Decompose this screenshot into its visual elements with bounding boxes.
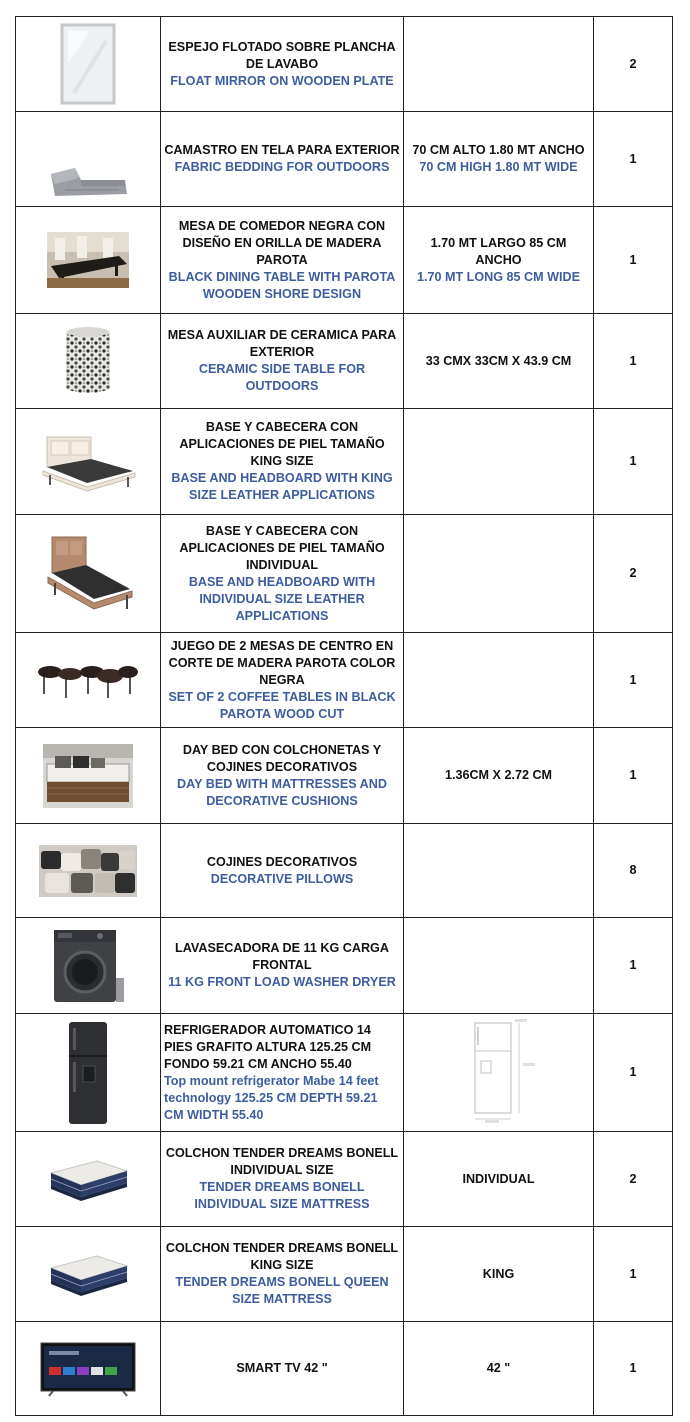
dimensions-cell: [404, 207, 594, 314]
dimensions-cell: [404, 17, 594, 112]
description-cell: [161, 1227, 404, 1322]
description-es: REFRIGERADOR AUTOMATICO 14 PIES GRAFITO ALTURA 125.25 CM FONDO 59.21 CM ANCHO 55.40: [164, 1022, 372, 1071]
table-row: [16, 728, 673, 824]
dimensions-en: 1.70 MT LONG 85 CM WIDE: [416, 269, 581, 284]
refrigerator-image: [63, 1020, 113, 1126]
product-image-cell: [16, 1014, 161, 1132]
product-image-cell: [16, 314, 161, 409]
dining-table-image: [47, 232, 129, 288]
table-row: [16, 409, 673, 515]
dimensions-cell: [404, 1132, 594, 1227]
mattress-individual-image: [45, 1153, 131, 1205]
description-en: TENDER DREAMS BONELL QUEEN SIZE MATTRESS: [175, 1275, 389, 1306]
product-image-cell: [16, 1132, 161, 1227]
table-row: [16, 314, 673, 409]
description-en: BASE AND HEADBOARD WITH KING SIZE LEATHER APPLICATIONS: [171, 471, 393, 502]
quantity-cell: 1: [594, 1014, 673, 1132]
quantity-cell: 1: [594, 409, 673, 515]
description-es: COLCHON TENDER DREAMS BONELL INDIVIDUAL SIZE: [165, 1146, 399, 1177]
individual-bed-image: [40, 533, 136, 615]
table-row: [16, 515, 673, 633]
table-row: [16, 1014, 673, 1132]
dimensions-es: 70 CM ALTO 1.80 MT ANCHO: [412, 143, 585, 157]
quantity-cell: 1: [594, 1227, 673, 1322]
description-cell: [161, 17, 404, 112]
inventory-table: [15, 16, 673, 1416]
quantity-cell: 1: [594, 207, 673, 314]
quantity-cell: 1: [594, 314, 673, 409]
description-en: DAY BED WITH MATTRESSES AND DECORATIVE CUSHIONS: [177, 776, 387, 808]
quantity-cell: 8: [594, 824, 673, 918]
product-image-cell: [16, 824, 161, 918]
table-row: [16, 918, 673, 1014]
table-row: [16, 207, 673, 314]
dimensions-cell: [404, 112, 594, 207]
product-image-cell: [16, 207, 161, 314]
table-row: [16, 1227, 673, 1322]
description-en: SET OF 2 COFFEE TABLES IN BLACK PAROTA WOOD CUT: [168, 689, 396, 721]
description-es: DAY BED CON COLCHONETAS Y COJINES DECORATIVOS: [182, 742, 382, 774]
product-image-cell: [16, 515, 161, 633]
dimensions-cell: [404, 1227, 594, 1322]
description-cell: [161, 515, 404, 633]
king-bed-image: [39, 431, 137, 493]
dimensions-cell: [404, 409, 594, 515]
dimensions-es: KING: [482, 1266, 515, 1281]
description-cell: [161, 314, 404, 409]
product-image-cell: [16, 17, 161, 112]
description-cell: [161, 1322, 404, 1416]
mattress-king-image: [45, 1248, 131, 1300]
product-image-cell: [16, 1227, 161, 1322]
description-es: CAMASTRO EN TELA PARA EXTERIOR: [164, 143, 400, 157]
product-image-cell: [16, 728, 161, 824]
dimensions-es: 1.70 MT LARGO 85 CM ANCHO: [430, 235, 567, 267]
dimensions-es: 1.36CM X 2.72 CM: [444, 768, 553, 782]
outdoor-lounger-image: [45, 154, 131, 204]
smart-tv-image: [39, 1341, 137, 1397]
description-es: BASE Y CABECERA CON APLICACIONES DE PIEL TAMAÑO KING SIZE: [179, 420, 385, 468]
dimensions-cell: [404, 314, 594, 409]
quantity-cell: 1: [594, 918, 673, 1014]
description-en: DECORATIVE PILLOWS: [210, 871, 354, 886]
mirror-image: [60, 23, 116, 105]
table-row: [16, 1322, 673, 1416]
dimensions-cell: [404, 1322, 594, 1416]
dimensions-es: 33 CMX 33CM X 43.9 CM: [425, 353, 572, 368]
dimensions-cell: [404, 824, 594, 918]
quantity-cell: 2: [594, 1132, 673, 1227]
table-row: [16, 112, 673, 207]
description-es: MESA AUXILIAR DE CERAMICA PARA EXTERIOR: [167, 328, 397, 359]
product-image-cell: [16, 112, 161, 207]
description-en: Top mount refrigerator Mabe 14 feet technology 125.25 CM DEPTH 59.21 CM WIDTH 55.40: [164, 1073, 379, 1122]
description-cell: [161, 1014, 404, 1132]
product-image-cell: [16, 633, 161, 728]
description-cell: [161, 728, 404, 824]
description-es: COJINES DECORATIVOS: [206, 854, 358, 869]
description-es: ESPEJO FLOTADO SOBRE PLANCHA DE LAVABO: [168, 39, 396, 71]
description-es: LAVASECADORA DE 11 KG CARGA FRONTAL: [175, 941, 389, 972]
table-row: [16, 633, 673, 728]
quantity-cell: 1: [594, 112, 673, 207]
dimensions-cell: [404, 918, 594, 1014]
description-en: BASE AND HEADBOARD WITH INDIVIDUAL SIZE LEATHER APPLICATIONS: [188, 574, 376, 623]
dimensions-cell: [404, 728, 594, 824]
table-row: [16, 1132, 673, 1227]
table-row: [16, 17, 673, 112]
description-cell: [161, 1132, 404, 1227]
description-en: CERAMIC SIDE TABLE FOR OUTDOORS: [198, 362, 366, 393]
dimensions-es: 42 ": [486, 1361, 511, 1375]
pillows-image: [39, 845, 137, 897]
ceramic-side-table-image: [62, 325, 114, 397]
quantity-cell: 1: [594, 1322, 673, 1416]
description-en: 11 KG FRONT LOAD WASHER DRYER: [168, 975, 396, 989]
description-cell: [161, 824, 404, 918]
quantity-cell: 1: [594, 728, 673, 824]
description-en: FLOAT MIRROR ON WOODEN PLATE: [170, 73, 394, 88]
description-es: JUEGO DE 2 MESAS DE CENTRO EN CORTE DE MADERA PAROTA COLOR NEGRA: [168, 638, 396, 687]
description-es: COLCHON TENDER DREAMS BONELL KING SIZE: [165, 1241, 399, 1272]
dimensions-cell: [404, 633, 594, 728]
product-image-cell: [16, 409, 161, 515]
description-cell: [161, 633, 404, 728]
description-cell: [161, 918, 404, 1014]
description-cell: [161, 409, 404, 515]
dimensions-en: 70 CM HIGH 1.80 MT WIDE: [419, 160, 578, 174]
quantity-cell: 2: [594, 17, 673, 112]
description-es: MESA DE COMEDOR NEGRA CON DISEÑO EN ORILLA DE MADERA PAROTA: [178, 218, 386, 267]
dimensions-cell: [404, 515, 594, 633]
day-bed-image: [43, 744, 133, 808]
quantity-cell: 2: [594, 515, 673, 633]
washer-dryer-image: [50, 928, 126, 1004]
description-cell: [161, 112, 404, 207]
dimensions-es: INDIVIDUAL: [462, 1171, 535, 1186]
quantity-cell: 1: [594, 633, 673, 728]
product-image-cell: [16, 918, 161, 1014]
product-image-cell: [16, 1322, 161, 1416]
coffee-tables-image: [36, 660, 140, 700]
description-en: BLACK DINING TABLE WITH PAROTA WOODEN SHORE DESIGN: [168, 269, 396, 301]
table-row: [16, 824, 673, 918]
description-es: SMART TV 42 ": [236, 1361, 328, 1375]
refrigerator-diagram-image: [459, 1017, 539, 1123]
dimensions-cell: [404, 1014, 594, 1132]
description-en: TENDER DREAMS BONELL INDIVIDUAL SIZE MATTRESS: [194, 1180, 370, 1211]
description-es: BASE Y CABECERA CON APLICACIONES DE PIEL TAMAÑO INDIVIDUAL: [179, 523, 385, 572]
description-en: FABRIC BEDDING FOR OUTDOORS: [174, 160, 390, 174]
description-cell: [161, 207, 404, 314]
